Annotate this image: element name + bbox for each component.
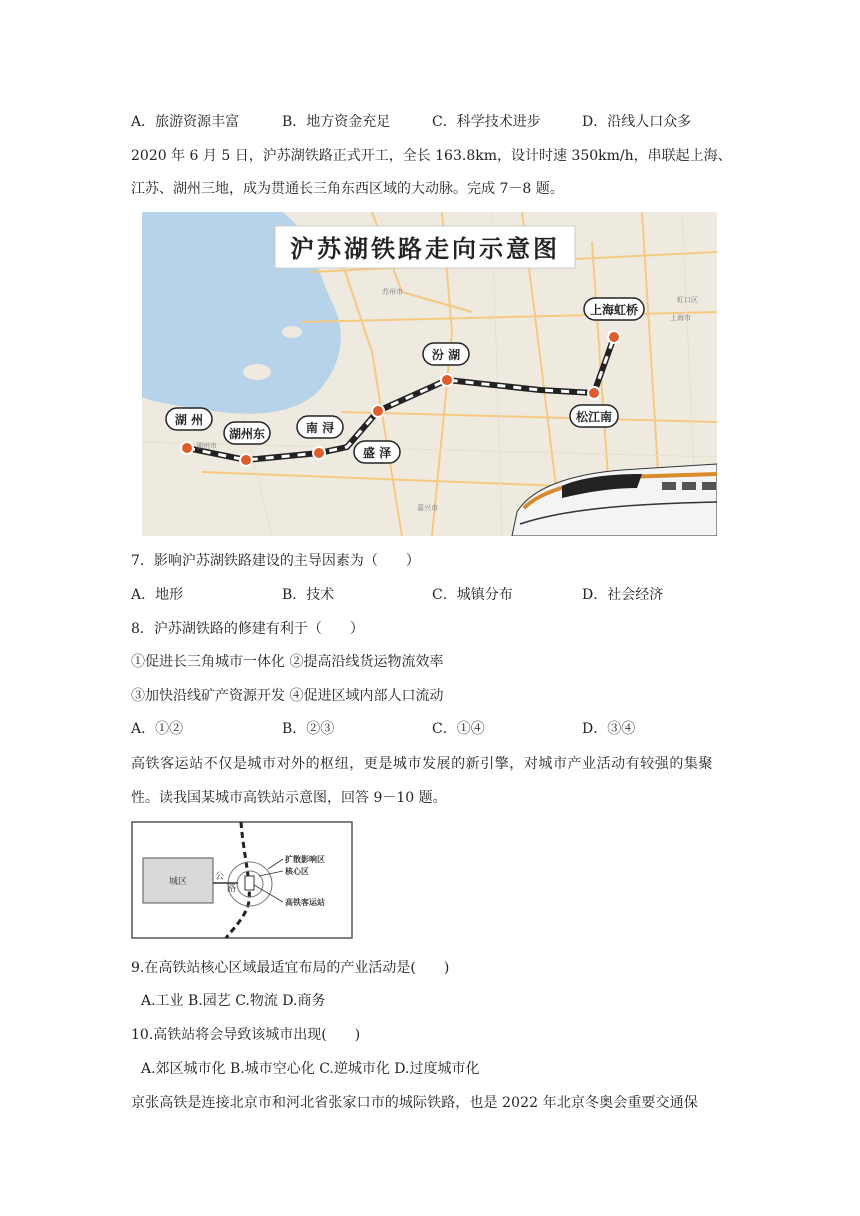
q6-options bbox=[131, 112, 691, 132]
intro-7-8-line2: 江苏、湖州三地，成为贯通长三角东西区域的大动脉。完成 7－8 题。 bbox=[131, 181, 564, 197]
diagram-label-diffusion: 扩散影响区 bbox=[285, 855, 325, 864]
q8-stem: 8．沪苏湖铁路的修建有利于（ ） bbox=[131, 621, 364, 637]
q8-option-c: C．①④ bbox=[432, 721, 485, 737]
station-dot-nanxun bbox=[313, 447, 325, 459]
station-dot-huzhoudong bbox=[240, 454, 252, 466]
q9-stem: 9.在高铁站核心区域最适宜布局的产业活动是( ) bbox=[131, 960, 450, 976]
q8-items-line1: ①促进长三角城市一体化 ②提高沿线货运物流效率 bbox=[131, 654, 444, 670]
q10-options: A.郊区城市化 B.城市空心化 C.逆城市化 D.过度城市化 bbox=[141, 1061, 480, 1077]
map-label-jiaxing: 嘉兴市 bbox=[417, 505, 438, 512]
q8-items-line2: ③加快沿线矿产资源开发 ④促进区域内部人口流动 bbox=[131, 688, 444, 704]
station-dot-hongqiao bbox=[608, 331, 620, 343]
station-label-nanxun: 南 浔 bbox=[305, 421, 335, 435]
q8-options bbox=[131, 719, 635, 739]
diagram-road-label-2: 路 bbox=[227, 884, 237, 894]
railway-map-svg bbox=[142, 212, 717, 536]
map-label-huzhou-city: 湖州市 bbox=[196, 443, 217, 450]
q6-option-b: B．地方资金充足 bbox=[282, 114, 391, 130]
diagram-label-station: 高铁客运站 bbox=[285, 898, 325, 907]
station-label-fenhu: 汾 湖 bbox=[431, 348, 461, 362]
station-label-huzhoudong: 湖州东 bbox=[228, 427, 266, 441]
intro-7-8-line1: 2020 年 6 月 5 日，沪苏湖铁路正式开工，全长 163.8km，设计时速 350km/h，串联起上海、 bbox=[131, 148, 732, 164]
station-dot-shengze bbox=[372, 405, 384, 417]
map-title: 沪苏湖铁路走向示意图 bbox=[290, 235, 560, 263]
q8-option-b: B．②③ bbox=[282, 721, 335, 737]
q7-option-c: C．城镇分布 bbox=[432, 587, 513, 603]
railway-map bbox=[142, 212, 717, 536]
q8-option-d: D．③④ bbox=[582, 721, 636, 737]
q6-option-c: C．科学技术进步 bbox=[432, 114, 541, 130]
q7-option-b: B．技术 bbox=[282, 587, 335, 603]
station-label-songjiangnan: 松江南 bbox=[575, 410, 613, 424]
q9-options: A.工业 B.园艺 C.物流 D.商务 bbox=[141, 993, 326, 1009]
station-diagram bbox=[131, 821, 353, 939]
q6-option-a: A．旅游资源丰富 bbox=[131, 114, 240, 130]
map-label-suzhou: 苏州市 bbox=[382, 289, 403, 296]
map-label-shanghai: 上海市 bbox=[670, 315, 691, 322]
q8-option-a: A．①② bbox=[131, 721, 184, 737]
q7-options bbox=[131, 585, 663, 605]
closing-paragraph: 京张高铁是连接北京市和河北省张家口市的城际铁路，也是 2022 年北京冬奥会重要交通保 bbox=[131, 1095, 698, 1111]
diagram-label-core: 核心区 bbox=[285, 867, 309, 876]
map-label-hongkou: 虹口区 bbox=[677, 297, 698, 304]
station-dot-songjiangnan bbox=[588, 387, 600, 399]
diagram-road-label-1: 公 bbox=[215, 872, 225, 882]
station-dot-huzhou bbox=[181, 442, 193, 454]
station-dot-fenhu bbox=[441, 374, 453, 386]
station-label-huzhou: 湖 州 bbox=[174, 413, 204, 427]
intro-9-10-line2: 性。读我国某城市高铁站示意图，回答 9－10 题。 bbox=[131, 790, 447, 806]
station-label-shengze: 盛 泽 bbox=[362, 446, 392, 460]
station-label-hongqiao: 上海虹桥 bbox=[589, 303, 639, 317]
q7-option-d: D．社会经济 bbox=[582, 587, 664, 603]
station-diagram-svg bbox=[131, 821, 353, 939]
q7-option-a: A．地形 bbox=[131, 587, 184, 603]
q7-stem: 7．影响沪苏湖铁路建设的主导因素为（ ） bbox=[131, 553, 420, 569]
diagram-city-label: 城区 bbox=[168, 877, 188, 887]
intro-9-10-line1: 高铁客运站不仅是城市对外的枢纽，更是城市发展的新引擎，对城市产业活动有较强的集聚 bbox=[131, 756, 713, 772]
q10-stem: 10.高铁站将会导致该城市出现( ) bbox=[131, 1027, 361, 1043]
q6-option-d: D．沿线人口众多 bbox=[582, 114, 692, 130]
